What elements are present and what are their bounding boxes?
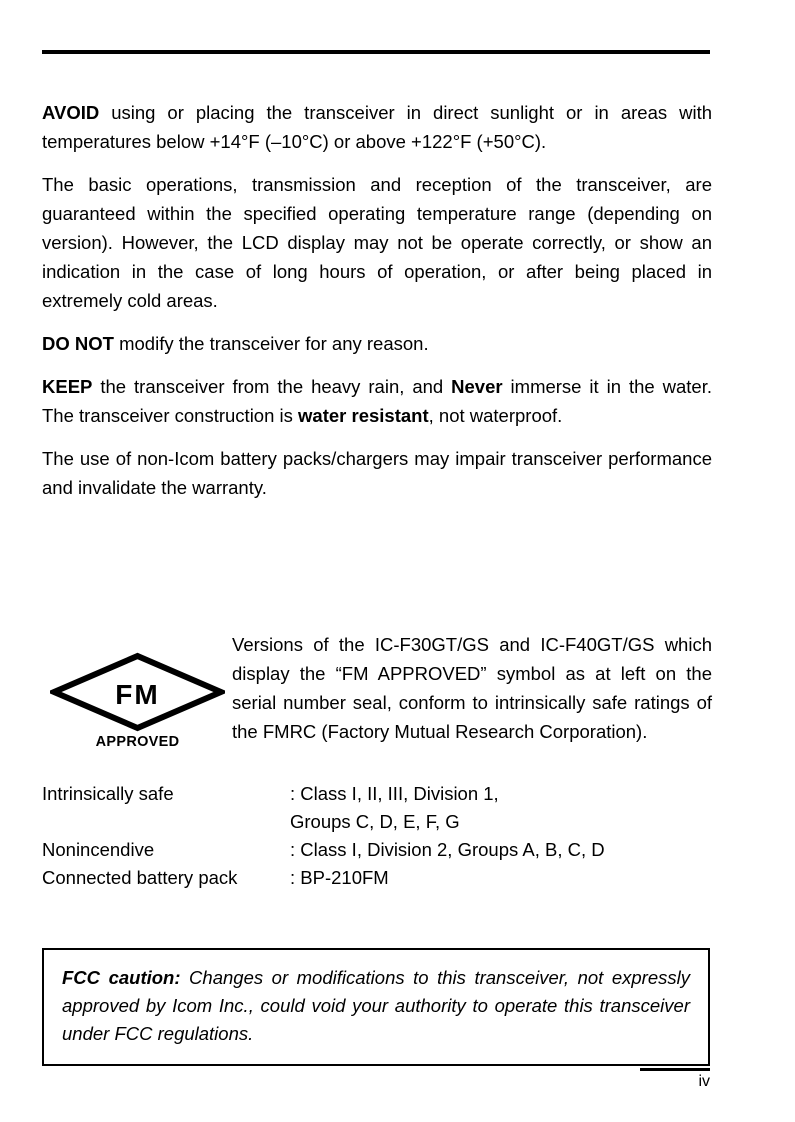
fm-approved-logo — [50, 652, 225, 750]
fm-approval-section — [42, 630, 712, 888]
fm-row-label: Intrinsically safe — [42, 783, 174, 804]
paragraph-keep-text-3: , not waterproof. — [428, 405, 563, 426]
paragraph-avoid — [42, 98, 712, 156]
paragraph-basic-operations-text: The basic operations, transmission and reception of the transceiver, are guaranteed within the specified operating temperature range (depending on version). However, the LCD display may not be operate correctly, or show an indication in the case of long hours of operation, or after being placed in extremely cold areas. — [42, 174, 712, 311]
fm-approved-caption: APPROVED — [95, 734, 180, 750]
top-divider-rule — [42, 50, 710, 54]
paragraph-do-not — [42, 329, 712, 358]
svg-text:FM: FM — [115, 679, 160, 710]
lead-keep: KEEP — [42, 376, 93, 397]
paragraph-non-icom-batteries-text: The use of non-Icom battery packs/chargers may impair transceiver performance and invalidate the warranty. — [42, 448, 712, 498]
fcc-caution-text — [62, 964, 690, 1048]
fcc-caution-box — [42, 948, 710, 1066]
lead-avoid: AVOID — [42, 102, 100, 123]
table-row — [42, 864, 712, 892]
fm-diamond-icon — [50, 652, 225, 732]
lead-do-not: DO NOT — [42, 333, 114, 354]
paragraph-avoid-text: using or placing the transceiver in direct sunlight or in areas with temperatures below +14°F (–10°C) or above +122°F (+50°C). — [42, 102, 712, 152]
paragraph-keep — [42, 372, 712, 430]
paragraph-do-not-text: modify the transceiver for any reason. — [113, 333, 429, 354]
bottom-divider-rule — [640, 1068, 710, 1071]
fcc-caution-heading: FCC caution: — [62, 967, 181, 988]
table-row — [42, 836, 712, 864]
paragraph-non-icom-batteries — [42, 444, 712, 502]
fm-row-label: Connected battery pack — [42, 867, 238, 888]
emphasis-never: Never — [451, 376, 503, 397]
paragraph-keep-text-1: the transceiver from the heavy rain, and — [92, 376, 452, 397]
paragraph-keep-text-2: immerse it in the water. The transceiver construction is — [42, 376, 712, 426]
fm-row-continuation: Groups C, D, E, F, G — [290, 811, 460, 832]
page-number: iv — [698, 1073, 710, 1090]
safety-notes-body — [42, 98, 712, 502]
fm-row-label: Nonincendive — [42, 839, 155, 860]
fm-row-value: : Class I, Division 2, Groups A, B, C, D — [290, 839, 605, 860]
fcc-caution-body: Changes or modifications to this transceiver, not expressly approved by Icom Inc., could void your authority to operate this transceiver under FCC regulations. — [62, 967, 690, 1044]
fm-row-value: : Class I, II, III, Division 1, — [290, 783, 499, 804]
fm-row-value: : BP-210FM — [290, 867, 389, 888]
table-row — [42, 780, 712, 808]
paragraph-basic-operations — [42, 170, 712, 315]
fm-ratings-table — [42, 780, 712, 892]
fm-description: Versions of the IC-F30GT/GS and IC-F40GT/GS which display the “FM APPROVED” symbol as at left on the serial number seal, conform to intrinsically safe ratings of the FMRC (Factory Mutual Research Corporation). — [232, 634, 712, 742]
emphasis-water-resistant: water resistant — [298, 405, 429, 426]
